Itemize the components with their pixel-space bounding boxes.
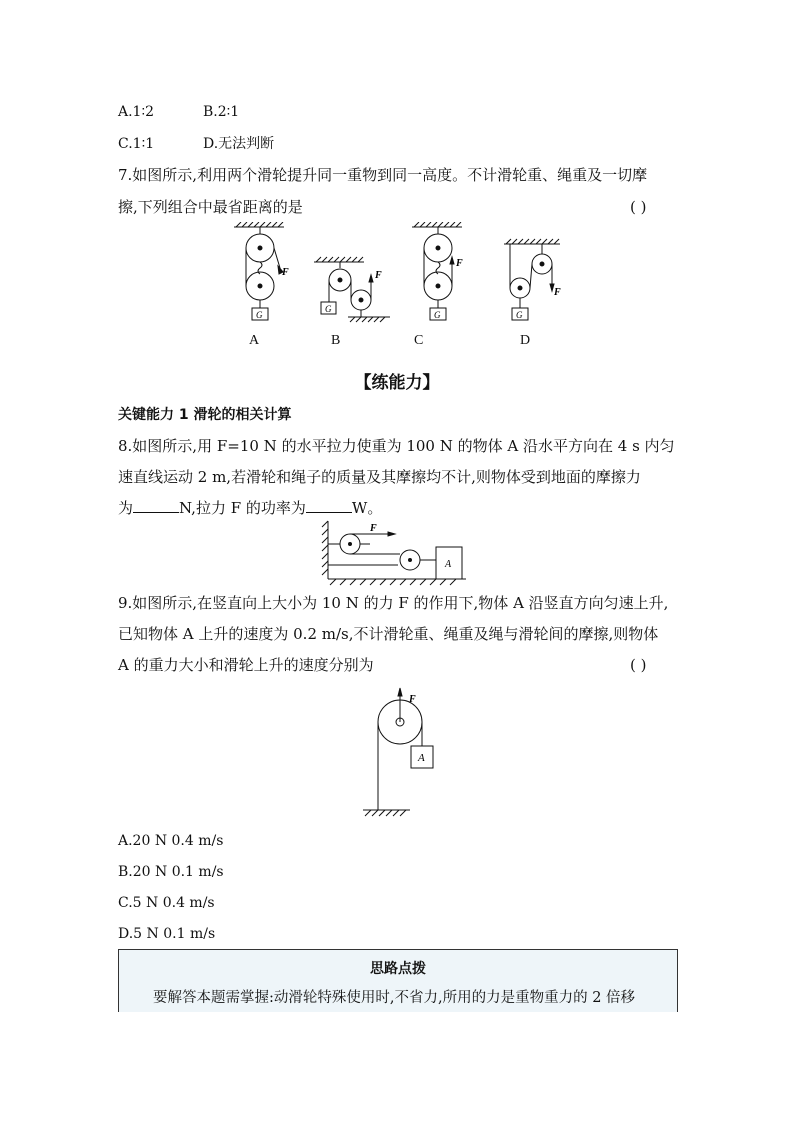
q6-option-d: D.无法判断 [203,136,275,152]
q7-c-weight-label: G [434,310,441,320]
q7-text-line1: 7.如图所示,利用两个滑轮提升同一重物到同一高度。不计滑轮重、绳重及一切摩 [118,166,648,184]
q9-option-a: A.20 N 0.4 m/s [118,833,224,849]
q8-line3-a: 为 [118,499,134,517]
q9-object-label: A [418,752,425,764]
hint-text: 要解答本题需掌握:动滑轮特殊使用时,不省力,所用的力是重物重力的 2 倍移 [153,990,636,1006]
q8-object-label: A [445,559,452,570]
q9-option-d: D.5 N 0.1 m/s [118,926,216,942]
q9-option-c: C.5 N 0.4 m/s [118,895,215,911]
q7-label-c: C [414,333,424,348]
section-title: 【练能力】 [354,373,440,393]
q7-b-force-label: F [375,270,382,281]
q8-text-line1: 8.如图所示,用 F=10 N 的水平拉力使重为 100 N 的物体 A 沿水平方向在 4 s 内匀 [118,437,675,455]
q7-figure-a [234,222,284,320]
hint-title: 思路点拨 [370,961,426,977]
q7-label-b: B [331,333,341,348]
q8-force-label: F [370,523,377,534]
q8-power-blank[interactable] [306,498,352,513]
q6-option-c: C.1∶1 [118,136,155,152]
q7-figure-d [504,239,560,320]
q9-text-line3: A 的重力大小和滑轮上升的速度分别为 [118,656,374,674]
q9-answer-paren: ( ) [630,656,647,674]
q9-option-b: B.20 N 0.1 m/s [118,864,224,880]
q7-label-d: D [520,333,531,348]
q7-d-weight-label: G [516,310,523,320]
q7-a-weight-label: G [256,310,263,320]
q9-text-line2: 已知物体 A 上升的速度为 0.2 m/s,不计滑轮重、绳重及绳与滑轮间的摩擦,则物体 [118,625,659,643]
q6-option-a: A.1∶2 [118,104,155,120]
q9-text-line1: 9.如图所示,在竖直向上大小为 10 N 的力 F 的作用下,物体 A 沿竖直方向匀速上升, [118,594,669,612]
q8-friction-blank[interactable] [133,498,179,513]
q8-figure [318,519,478,587]
sub-title: 关键能力 1 滑轮的相关计算 [118,407,292,423]
q8-line3-c: W。 [351,499,383,517]
q8-text-line2: 速直线运动 2 m,若滑轮和绳子的质量及其摩擦均不计,则物体受到地面的摩擦力 [118,468,641,486]
q7-b-weight-label: G [325,304,332,314]
q7-text-line2: 擦,下列组合中最省距离的是 [118,198,303,216]
q7-a-force-label: F [282,267,289,278]
q7-d-force-label: F [554,287,561,298]
q8-text-line3 [118,498,382,518]
q8-line3-b: N,拉力 F 的功率为 [179,499,306,517]
hint-box [118,949,678,1012]
q7-label-a: A [249,333,260,348]
q7-c-force-label: F [456,258,463,269]
q7-figure-c [412,222,462,320]
q9-force-label: F [409,694,416,705]
q9-figure [355,682,455,820]
q6-option-b: B.2∶1 [203,104,240,120]
q7-answer-paren: ( ) [630,198,647,216]
